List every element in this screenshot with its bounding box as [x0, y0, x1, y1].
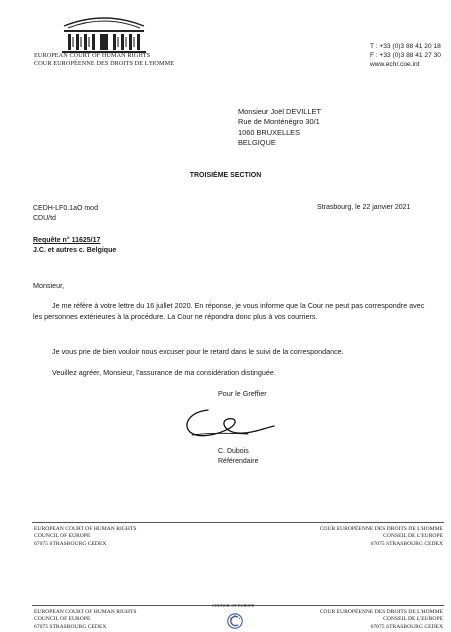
- addressee-name: Monsieur Joël DEVILLET: [238, 107, 321, 116]
- reference-code: CEDH-LF0.1aO mod: [33, 205, 98, 212]
- for-registrar-label: Pour le Greffier: [218, 389, 267, 398]
- court-name: [34, 52, 174, 68]
- addressee-street: Rue de Monténégro 30/1: [238, 117, 320, 127]
- court-name-en: EUROPEAN COURT OF HUMAN RIGHTS: [34, 52, 151, 59]
- application-parties: J.C. et autres c. Belgique: [33, 247, 117, 254]
- footer-bottom-right: [320, 609, 443, 631]
- footer-top-right-line-3: 67075 STRASBOURG CEDEX: [370, 540, 443, 547]
- footer-bottom-left-line-1: EUROPEAN COURT OF HUMAN RIGHTS: [34, 609, 137, 615]
- footer-top-right: [320, 526, 443, 548]
- addressee-block: [238, 107, 321, 149]
- paragraph-3: Veuillez agréer, Monsieur, l'assurance de ma considération distinguée.: [52, 368, 276, 377]
- section-title: TROISIÈME SECTION: [189, 172, 262, 179]
- paragraph-2: Je vous prie de bien vouloir nous excuser pour le retard dans le suivi de la correspondance.: [52, 347, 344, 356]
- paragraph-1: Je me réfère à votre lettre du 16 juillet 2020. En réponse, je vous informe que la Cour ne peut pas correspondre avec les personnes extérieures à la procédure. La Cour ne répondra donc plus à vos courriers.: [33, 301, 425, 321]
- coe-label: COUNCIL OF EUROPE: [212, 603, 255, 608]
- reference-block: [33, 204, 98, 224]
- signer-name: C. Dubois: [218, 448, 249, 455]
- footer-bottom-right-line-2: CONSEIL DE L'EUROPE: [383, 616, 443, 623]
- footer-bottom-left-line-3: 67075 STRASBOURG CEDEX: [34, 623, 107, 630]
- court-name-fr: COUR EUROPÉENNE DES DROITS DE L'HOMME: [34, 60, 175, 67]
- footer-bottom-right-line-1: COUR EUROPÉENNE DES DROITS DE L'HOMME: [319, 609, 443, 615]
- footer-bottom-right-line-3: 67075 STRASBOURG CEDEX: [370, 623, 443, 630]
- phone-number: T : +33 (0)3 88 41 20 18: [370, 43, 441, 50]
- footer-top-left-line-2: COUNCIL OF EUROPE: [34, 533, 91, 540]
- footer-top-left: [34, 526, 136, 548]
- handwritten-signature: [178, 402, 278, 444]
- application-block: [33, 236, 116, 256]
- council-of-europe-logo-icon: [227, 613, 243, 629]
- footer-bottom-left-line-2: COUNCIL OF EUROPE: [34, 616, 91, 623]
- application-number: Requête n° 11625/17: [33, 237, 101, 244]
- date-line: Strasbourg, le 22 janvier 2021: [317, 204, 411, 211]
- footer-top-left-line-1: EUROPEAN COURT OF HUMAN RIGHTS: [34, 526, 137, 532]
- addressee-city: 1060 BRUXELLES: [238, 127, 301, 137]
- footer-rule-top: [32, 522, 444, 523]
- footer-top-right-line-1: COUR EUROPÉENNE DES DROITS DE L'HOMME: [319, 526, 443, 532]
- salutation: Monsieur,: [33, 281, 65, 290]
- website: www.echr.coe.int: [370, 61, 420, 68]
- signer-title: Référendaire: [218, 458, 259, 465]
- footer-top-right-line-2: CONSEIL DE L'EUROPE: [383, 533, 443, 540]
- footer-bottom-left: [34, 609, 136, 631]
- contact-block: [370, 42, 441, 69]
- fax-number: F : +33 (0)3 88 41 27 30: [370, 52, 441, 59]
- addressee-country: BELGIQUE: [238, 138, 276, 148]
- footer-top-left-line-3: 67075 STRASBOURG CEDEX: [34, 540, 107, 547]
- signer-block: [218, 447, 258, 467]
- reference-initials: CDU/td: [33, 215, 56, 222]
